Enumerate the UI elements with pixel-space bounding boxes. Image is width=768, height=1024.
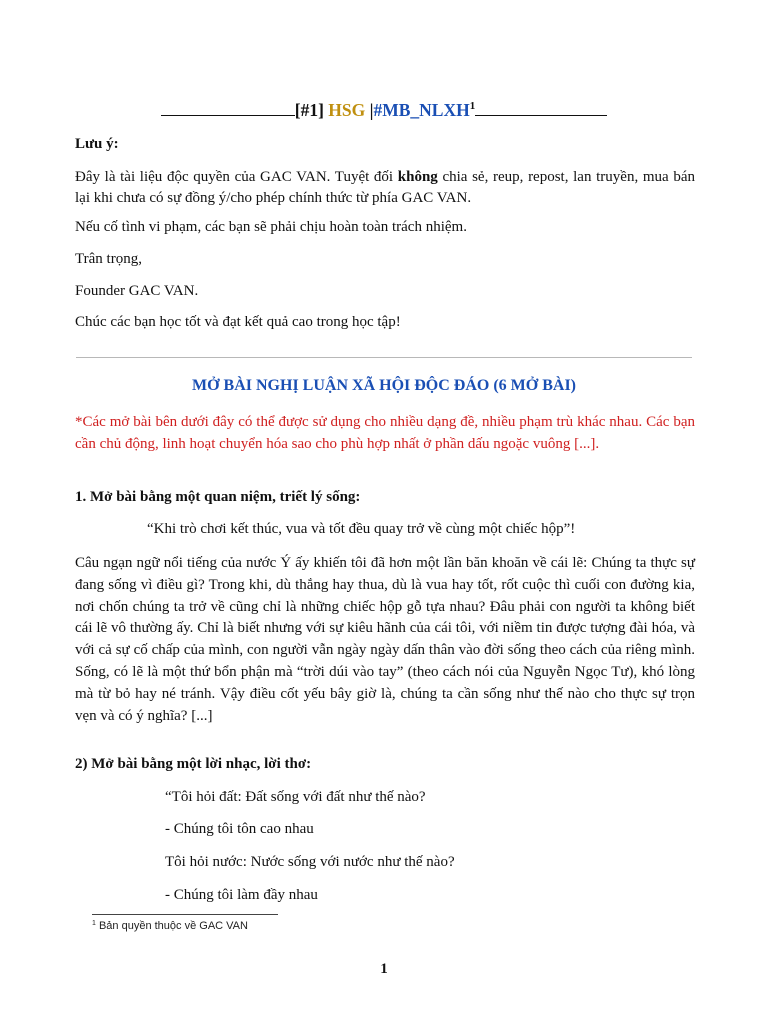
notice-paragraph: Đây là tài liệu độc quyền của GAC VAN. Tuyệt đối không chia sẻ, reup, repost, lan truyền, mua bán lại khi chưa có sự đồng ý/cho phép chính thức từ phía GAC VAN. (75, 169, 695, 206)
poem-line: Tôi hỏi nước: Nước sống với nước như thế nào? (165, 854, 455, 870)
notice-regards: Trân trọng, (75, 251, 142, 267)
header-hsg: HSG (328, 100, 366, 120)
footnote-number: 1 (92, 920, 96, 927)
section2-heading: 2) Mở bài bằng một lời nhạc, lời thơ: (75, 756, 312, 772)
section1-body: Câu ngạn ngữ nổi tiếng của nước Ý ấy khiến tôi đã hơn một lần băn khoăn về cái lẽ: Chúng ta thực sự đang sống vì điều gì? Trong khi, dù thắng hay thua, dù là vua hay tốt, rốt cuộc thì cuối con đường kia, nơi chốn chúng ta trở về cũng chỉ là những chiếc hộp gỗ tựa nhau? Đâu phải con người ta không biết cái lẽ vô thường ấy. Chỉ là biết nhưng với sự kiêu hãnh của cái tôi, với niềm tin được tượng đài hóa, và với cả sự cố chấp của mình, con người vẫn ngày ngày dấn thân vào đời sống theo cách của riêng mình. Sống, có lẽ là một thứ bổn phận mà “trời dúi vào tay” (theo cách nói của Nguyễn Ngọc Tư), khó lòng mà từ bỏ hay né tránh. Vậy điều cốt yếu bây giờ là, chúng ta cần sống như thế nào cho thực sự trọn vẹn và có ý nghĩa? [...] (75, 555, 695, 724)
intro-note: *Các mở bài bên dưới đây có thể được sử dụng cho nhiều dạng đề, nhiều phạm trù khác nhau. Các bạn cần chủ động, linh hoạt chuyển hóa sao cho phù hợp nhất ở phần dấu ngoặc vuông [...]. (75, 414, 695, 452)
document-title: MỞ BÀI NGHỊ LUẬN XÃ HỘI ĐỘC ĐÁO (6 MỞ BÀI) (192, 377, 576, 394)
header-separator: | (369, 100, 374, 120)
document-header (0, 100, 768, 121)
header-prefix: [#1] (294, 100, 324, 120)
notice-label: Lưu ý: (75, 136, 119, 152)
footnote (92, 920, 248, 932)
header-rule-left (161, 115, 295, 116)
header-tag: #MB_NLXH (373, 100, 470, 120)
footnote-text: Bản quyền thuộc về GAC VAN (98, 920, 248, 932)
notice-wish: Chúc các bạn học tốt và đạt kết quả cao trong học tập! (75, 314, 401, 330)
section1-heading: 1. Mở bài bằng một quan niệm, triết lý sống: (75, 489, 361, 505)
header-rule-right (475, 115, 607, 116)
notice-signature: Founder GAC VAN. (75, 283, 199, 299)
horizontal-divider (76, 357, 692, 358)
section1-quote: “Khi trò chơi kết thúc, vua và tốt đều quay trở về cùng một chiếc hộp”! (147, 521, 576, 537)
footnote-rule (92, 914, 278, 915)
header-footnote-ref[interactable]: 1 (469, 100, 476, 112)
poem-line: - Chúng tôi làm đầy nhau (165, 887, 318, 903)
page-number: 1 (380, 961, 388, 977)
poem-line: “Tôi hỏi đất: Đất sống với đất như thế nào? (165, 789, 426, 805)
notice-warning: Nếu cố tình vi phạm, các bạn sẽ phải chịu hoàn toàn trách nhiệm. (75, 219, 467, 235)
poem-line: - Chúng tôi tôn cao nhau (165, 821, 314, 837)
